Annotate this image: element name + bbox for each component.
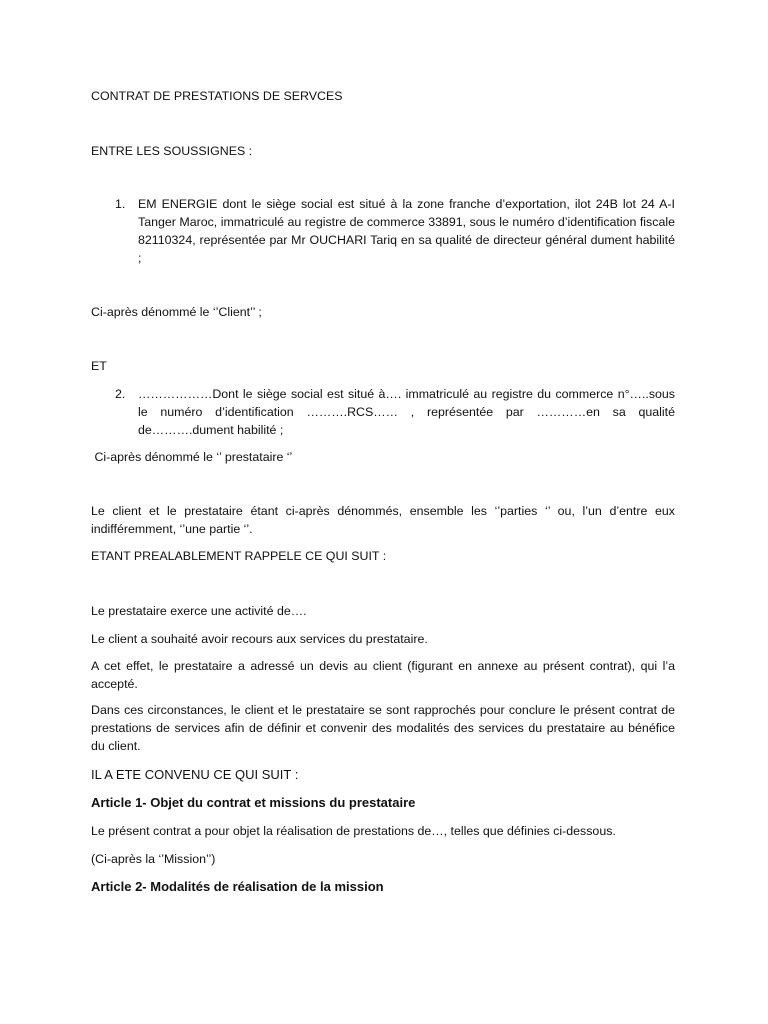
article-2-title: Article 2- Modalités de réalisation de la mission (91, 879, 384, 894)
between-heading: ENTRE LES SOUSSIGNES : (91, 144, 253, 158)
recital-client-wish: Le client a souhaité avoir recours aux services du prestataire. (91, 632, 428, 646)
article-1-text: Le présent contrat a pour objet la réalisation de prestations de…, telles que définies ci-dessous. (91, 824, 616, 838)
party-2-number: 2. (115, 387, 126, 401)
client-designation: Ci-après dénommé le ‘’Client’’ ; (91, 305, 262, 319)
parties-paragraph: Le client et le prestataire étant ci-après dénommés, ensemble les ‘’parties ‘’ ou, l’un d’entre eux indifféremment, ‘’une partie ‘’. (91, 504, 675, 536)
party-1-text: EM ENERGIE dont le siège social est situé à la zone franche d’exportation, ilot 24B lot 24 A-I Tanger Maroc, immatriculé au registre de commerce 33891, sous le numéro d’identification fiscale 82110324, représentée par Mr OUCHARI Tariq en sa qualité de directeur général dument habilité ; (138, 197, 675, 265)
recital-activity: Le prestataire exerce une activité de…. (91, 604, 307, 618)
recital-quote: A cet effet, le prestataire a adressé un devis au client (figurant en annexe au présent contrat), qui l’a accepté. (91, 659, 675, 691)
recital-heading: ETANT PREALABLEMENT RAPPELE CE QUI SUIT : (91, 549, 387, 563)
and-separator: ET (91, 359, 107, 373)
party-1-number: 1. (115, 197, 126, 211)
agreed-heading: IL A ETE CONVENU CE QUI SUIT : (91, 767, 299, 782)
article-1-title: Article 1- Objet du contrat et missions du prestataire (91, 795, 416, 810)
document-title: CONTRAT DE PRESTATIONS DE SERVCES (91, 89, 343, 103)
party-2-text: ………………Dont le siège social est situé à…. immatriculé au registre du commerce n°…..sous le numéro d’identification ……….RCS…… , représentée par …………en sa qualité de……….dument habilité ; (138, 387, 675, 437)
provider-designation: Ci-après dénommé le ‘’ prestataire ‘’ (91, 450, 293, 464)
article-1-mission: (Ci-après la ‘’Mission’’) (91, 852, 216, 866)
recital-circumstances: Dans ces circonstances, le client et le prestataire se sont rapprochés pour conclure le présent contrat de prestations de services afin de définir et convenir des modalités des services du prestataire au bénéfice du client. (91, 703, 675, 753)
